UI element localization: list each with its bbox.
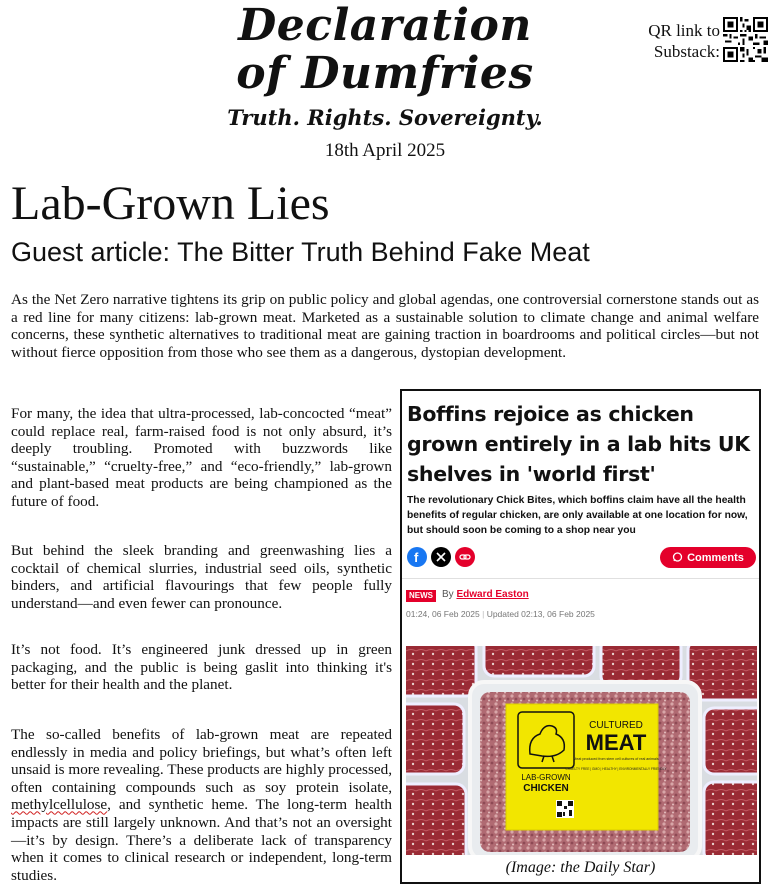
spellcheck-flagged-word: methylcellulose bbox=[11, 796, 108, 814]
facebook-share-button[interactable] bbox=[407, 547, 427, 567]
body-paragraph-4-text-a: The so-called benefits of lab-grown meat are repeated endlessly in media and policy briefings, but what’s often left unsaid is more revealing. These products are highly processed, often containing compounds such as soy protein isolate, bbox=[11, 726, 392, 796]
body-paragraph-1: For many, the idea that ultra-processed, lab-concocted “meat” could replace real, farm-raised food is not only absurd, it’s deeply troubling. Promoted with buzzwords like “sustainable,” “cruelty-free,” and “eco-friendly,” lab-grown and plant-based meat products are being championed as the future of food. bbox=[11, 405, 392, 510]
embed-standfirst: The revolutionary Chick Bites, which boffins claim have all the health benefits of regular chicken, are only available at one location for now, but should soon be coming to a shop near you bbox=[407, 495, 748, 536]
label-chicken: CHICKEN bbox=[523, 783, 569, 794]
embed-headline: Boffins rejoice as chicken grown entirely in a lab hits UK shelves in 'world first' bbox=[407, 402, 750, 486]
comments-button[interactable] bbox=[660, 547, 756, 568]
body-paragraph-4 bbox=[11, 726, 392, 884]
timestamps: 01:24, 06 Feb 2025 | Updated 02:13, 06 Feb 2025 bbox=[406, 609, 595, 619]
link-icon bbox=[459, 553, 471, 561]
masthead-tagline: Truth. Rights. Sovereignty. bbox=[227, 105, 543, 130]
embedded-news-article bbox=[400, 389, 761, 884]
masthead-title-line2: of Dumfries bbox=[236, 48, 534, 99]
label-cultured: CULTURED bbox=[589, 720, 643, 731]
label-description: Meat produced from stem cell cultures of real animals bbox=[573, 757, 659, 761]
body-paragraph-4-text-b: , and synthetic heme. The long-term health impacts are still largely unknown. And that’s not an oversight—it’s by design. There’s a deliberate lack of transparency when it comes to clinical research or independent, long-term studies. bbox=[11, 796, 392, 884]
author-link[interactable]: Edward Easton bbox=[456, 589, 529, 600]
article-headline: Lab-Grown Lies bbox=[11, 177, 330, 230]
article-subheadline: Guest article: The Bitter Truth Behind Fake Meat bbox=[11, 237, 590, 267]
x-share-button[interactable] bbox=[431, 547, 451, 567]
facebook-icon bbox=[412, 551, 422, 563]
body-paragraph-2: But behind the sleek branding and greenwashing lies a cocktail of chemical slurries, industrial seed oils, synthetic binders, and artificial flavourings that few people fully understand—and even fewer can pronounce. bbox=[11, 542, 392, 612]
news-badge: NEWS bbox=[406, 590, 436, 602]
byline bbox=[442, 589, 529, 601]
qr-code-icon[interactable] bbox=[723, 17, 768, 62]
byline-prefix: By bbox=[442, 589, 454, 600]
published-time: 01:24, 06 Feb 2025 bbox=[406, 609, 480, 619]
label-lab-grown: LAB-GROWN bbox=[521, 773, 571, 782]
image-caption: (Image: the Daily Star) bbox=[505, 859, 656, 876]
divider bbox=[402, 578, 759, 579]
masthead-title bbox=[180, 2, 590, 98]
svg-text:f: f bbox=[414, 551, 419, 563]
copy-link-button[interactable] bbox=[455, 547, 475, 567]
comments-label: Comments bbox=[687, 551, 744, 564]
x-icon bbox=[436, 552, 446, 562]
issue-date: 18th April 2025 bbox=[324, 140, 446, 161]
barcode-icon bbox=[556, 800, 574, 818]
label-claims: CRUELTY FREE | GMO | HEALTHY | ENVIRONMENTALLY FRIENDLY bbox=[565, 767, 667, 771]
masthead-title-line1: Declaration bbox=[238, 0, 532, 51]
intro-paragraph: As the Net Zero narrative tightens its grip on public policy and global agendas, one controversial cornerstone stands out as a red line for many citizens: lab-grown meat. Marketed as a sustainable solution to climate change and animal welfare concerns, these synthetic alternatives to traditional meat are gaining traction in boardrooms and political circles—but not without fierce opposition from those who see them as a dangerous, dystopian development. bbox=[11, 291, 759, 361]
body-paragraph-3: It’s not food. It’s engineered junk dressed up in green packaging, and the public is being gaslit into thinking it's better for their health and the planet. bbox=[11, 641, 392, 694]
updated-time: Updated 02:13, 06 Feb 2025 bbox=[486, 609, 595, 619]
lab-grown-chicken-photo bbox=[406, 646, 757, 855]
label-meat: MEAT bbox=[585, 730, 647, 755]
qr-label: QR link to Substack: bbox=[648, 21, 720, 61]
comment-icon bbox=[672, 552, 683, 563]
